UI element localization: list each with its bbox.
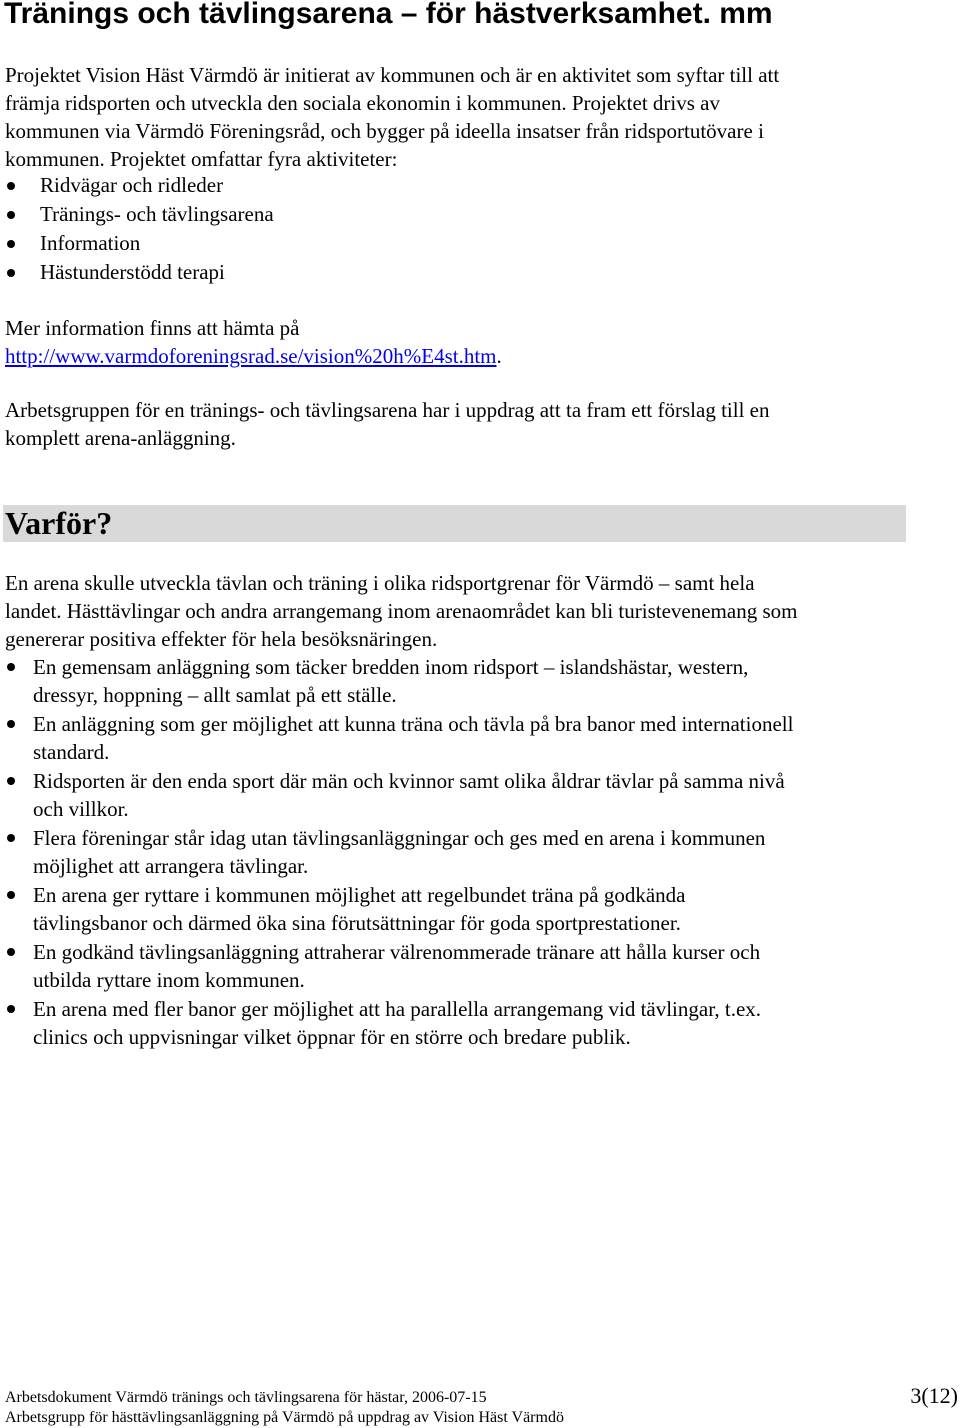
list-item	[5, 171, 274, 200]
page-number: 3(12)	[910, 1383, 958, 1408]
reason-line: clinics och uppvisningar vilket öppnar för en större och bredare publik.	[33, 1025, 631, 1049]
working-group-line: Arbetsgruppen för en tränings- och tävlingsarena har i uppdrag att ta fram ett förslag till en	[5, 398, 770, 422]
list-item	[5, 258, 274, 287]
activity-label: Information	[40, 231, 141, 255]
bullet-icon	[7, 891, 15, 899]
list-item	[5, 767, 905, 823]
why-line: genererar positiva effekter för hela besöksnäringen.	[5, 627, 438, 651]
more-info-text: Mer information finns att hämta på	[5, 316, 300, 340]
reason-line: utbilda ryttare inom kommunen.	[33, 968, 305, 992]
reason-line: En godkänd tävlingsanläggning attraherar välrenommerade tränare att hålla kurser och	[33, 940, 761, 964]
activity-label: Hästunderstödd terapi	[40, 260, 225, 284]
reason-line: En gemensam anläggning som täcker bredden inom ridsport – islandshästar, western,	[33, 655, 749, 679]
bullet-icon	[7, 720, 15, 728]
reason-line: möjlighet att arrangera tävlingar.	[33, 854, 309, 878]
reasons-list	[5, 653, 905, 1052]
why-paragraph	[5, 569, 910, 653]
reason-line: Ridsporten är den enda sport där män och kvinnor samt olika åldrar tävlar på samma nivå	[33, 769, 785, 793]
working-group-paragraph	[5, 396, 905, 452]
bullet-icon	[7, 663, 15, 671]
reason-line: dressyr, hoppning – allt samlat på ett ställe.	[33, 683, 397, 707]
page-footer	[5, 1388, 564, 1428]
link-suffix: .	[496, 344, 502, 368]
more-info-link-line	[5, 342, 502, 370]
bullet-icon	[7, 211, 15, 219]
why-line: landet. Hästtävlingar och andra arrangemang inom arenaområdet kan bli turistevenemang som	[5, 599, 798, 623]
reason-line: Flera föreningar står idag utan tävlingsanläggningar och ges med en arena i kommunen	[33, 826, 766, 850]
list-item	[5, 938, 905, 994]
intro-paragraph	[5, 61, 905, 173]
activities-list	[5, 171, 274, 287]
list-item	[5, 881, 905, 937]
bullet-icon	[7, 269, 15, 277]
working-group-line: komplett arena-anläggning.	[5, 426, 236, 450]
section-heading-background	[3, 505, 906, 542]
section-heading: Varför?	[5, 505, 113, 541]
list-item	[5, 200, 274, 229]
reason-line: och villkor.	[33, 797, 129, 821]
list-item	[5, 995, 905, 1051]
activity-label: Ridvägar och ridleder	[40, 173, 224, 197]
more-info-paragraph	[5, 314, 502, 370]
reason-line: En arena med fler banor ger möjlighet att ha parallella arrangemang vid tävlingar, t.ex.	[33, 997, 762, 1021]
bullet-icon	[7, 240, 15, 248]
list-item	[5, 653, 905, 709]
bullet-icon	[7, 1005, 15, 1013]
intro-line: kommunen via Värmdö Föreningsråd, och bygger på ideella insatser från ridsportutövare i	[5, 119, 764, 143]
vision-link[interactable]: http://www.varmdoforeningsrad.se/vision%20h%E4st.htm	[5, 344, 497, 368]
list-item	[5, 824, 905, 880]
intro-line: kommunen. Projektet omfattar fyra aktiviteter:	[5, 147, 398, 171]
footer-line-group: Arbetsgrupp för hästtävlingsanläggning på Värmdö på uppdrag av Vision Häst Värmdö	[5, 1409, 564, 1426]
page-title: Tränings och tävlingsarena – för hästverksamhet. mm	[4, 0, 773, 30]
bullet-icon	[7, 182, 15, 190]
bullet-icon	[7, 777, 15, 785]
intro-line: Projektet Vision Häst Värmdö är initierat av kommunen och är en aktivitet som syftar till att	[5, 63, 780, 87]
reason-line: tävlingsbanor och därmed öka sina förutsättningar för goda sportprestationer.	[33, 911, 681, 935]
bullet-icon	[7, 948, 15, 956]
reason-line: En anläggning som ger möjlighet att kunna träna och tävla på bra banor med internationell	[33, 712, 794, 736]
bullet-icon	[7, 834, 15, 842]
list-item	[5, 229, 274, 258]
reason-line: En arena ger ryttare i kommunen möjlighet att regelbundet träna på godkända	[33, 883, 686, 907]
why-line: En arena skulle utveckla tävlan och träning i olika ridsportgrenar för Värmdö – samt hela	[5, 571, 755, 595]
reason-line: standard.	[33, 740, 110, 764]
list-item	[5, 710, 905, 766]
activity-label: Tränings- och tävlingsarena	[40, 202, 274, 226]
intro-line: främja ridsporten och utveckla den sociala ekonomin i kommunen. Projektet drivs av	[5, 91, 720, 115]
footer-line-document: Arbetsdokument Värmdö tränings och tävlingsarena för hästar, 2006-07-15	[5, 1389, 487, 1406]
